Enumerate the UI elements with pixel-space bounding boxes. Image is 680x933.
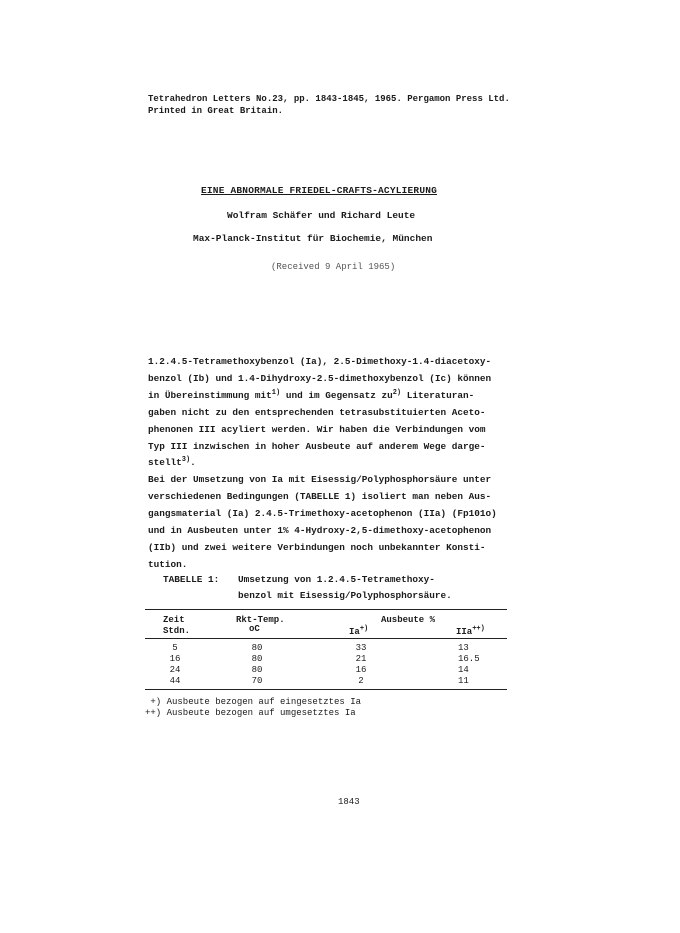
header-stdn: Stdn.: [163, 626, 191, 636]
table-header-rule: [145, 638, 507, 639]
header-rkt-temp: Rkt-Temp.: [236, 615, 285, 625]
text-span: .: [190, 457, 196, 469]
cell-temp: 80: [251, 654, 263, 664]
cell-zeit: 44: [169, 676, 181, 686]
paragraph-2-line: tution.: [148, 558, 188, 570]
table-bottom-rule: [145, 689, 507, 690]
body-text: [148, 354, 497, 574]
table-caption-label: TABELLE 1:: [163, 574, 220, 585]
header-ia-sup: +): [359, 625, 369, 633]
cell-ia: 33: [355, 643, 367, 653]
paragraph-1-line: [148, 455, 497, 472]
cell-temp: 80: [251, 665, 263, 675]
cell-zeit: 24: [169, 665, 181, 675]
paragraph-1-line: Typ III inzwischen in hoher Ausbeute auf anderem Wege darge-: [148, 440, 486, 452]
reference-3: 3): [181, 456, 191, 465]
paragraph-1-line: gaben nicht zu den entsprechenden tetrasubstituierten Aceto-: [148, 406, 486, 418]
received-date: (Received 9 April 1965): [271, 262, 396, 272]
cell-temp: 70: [251, 676, 263, 686]
cell-iia: 13: [458, 643, 469, 653]
header-iia: [456, 627, 485, 638]
cell-ia: 16: [355, 665, 367, 675]
printed-in-line: Printed in Great Britain.: [148, 106, 284, 116]
institute: Max-Planck-Institut für Biochemie, München: [193, 233, 433, 244]
paragraph-1-line: 1.2.4.5-Tetramethoxybenzol (Ia), 2.5-Dimethoxy-1.4-diacetoxy-: [148, 356, 492, 367]
page-number: 1843: [338, 797, 360, 807]
footnote-1: +) Ausbeute bezogen auf eingesetztes Ia: [145, 697, 362, 707]
cell-iia: 11: [458, 676, 469, 686]
paragraph-1-line: [148, 388, 497, 405]
paragraph-1-line: benzol (Ib) und 1.4-Dihydroxy-2.5-dimethoxybenzol (Ic) können: [148, 372, 492, 384]
cell-temp: 80: [251, 643, 263, 653]
authors: Wolfram Schäfer und Richard Leute: [227, 210, 416, 221]
header-iia-sup: ++): [472, 625, 485, 633]
header-ausbeute: Ausbeute %: [381, 615, 436, 625]
cell-zeit: 5: [172, 643, 178, 653]
table-caption-line: benzol mit Eisessig/Polyphosphorsäure.: [238, 590, 452, 601]
cell-iia: 14: [458, 665, 469, 675]
reference-1: 1): [271, 388, 281, 397]
header-iia-label: IIa: [456, 627, 473, 637]
text-span: stellt: [148, 457, 182, 469]
text-span: und im Gegensatz zu: [280, 389, 393, 401]
cell-iia: 16.5: [458, 654, 480, 664]
cell-ia: 2: [358, 676, 364, 686]
paragraph-2-line: Bei der Umsetzung von Ia mit Eisessig/Polyphosphorsäure unter: [148, 474, 492, 486]
cell-ia: 21: [355, 654, 367, 664]
header-ia: [349, 627, 368, 638]
paragraph-1-line: phenonen III acyliert werden. Wir haben die Verbindungen vom: [148, 423, 486, 435]
header-zeit: Zeit: [163, 615, 185, 625]
text-span: Literaturan-: [401, 389, 475, 401]
paragraph-2-line: (IIb) und zwei weitere Verbindungen noch unbekannter Konsti-: [148, 541, 486, 553]
paragraph-2-line: und in Ausbeuten unter 1% 4-Hydroxy-2,5-dimethoxy-acetophenon: [148, 525, 492, 537]
reference-2: 2): [392, 388, 402, 397]
header-ia-label: Ia: [349, 627, 360, 637]
journal-citation-line: Tetrahedron Letters No.23, pp. 1843-1845, 1965. Pergamon Press Ltd.: [148, 94, 510, 104]
header-degc: oC: [249, 624, 260, 634]
paragraph-2-line: verschiedenen Bedingungen (TABELLE 1) isoliert man neben Aus-: [148, 491, 492, 503]
article-title: EINE ABNORMALE FRIEDEL-CRAFTS-ACYLIERUNG: [201, 185, 438, 196]
footnote-2: ++) Ausbeute bezogen auf umgesetztes Ia: [145, 708, 356, 718]
table-top-rule: [145, 609, 507, 610]
cell-zeit: 16: [169, 654, 181, 664]
text-span: in Übereinstimmung mit: [148, 389, 272, 401]
table-caption-line: Umsetzung von 1.2.4.5-Tetramethoxy-: [238, 574, 435, 585]
paragraph-2-line: gangsmaterial (Ia) 2.4.5-Trimethoxy-acetophenon (IIa) (Fp101o): [148, 508, 497, 520]
